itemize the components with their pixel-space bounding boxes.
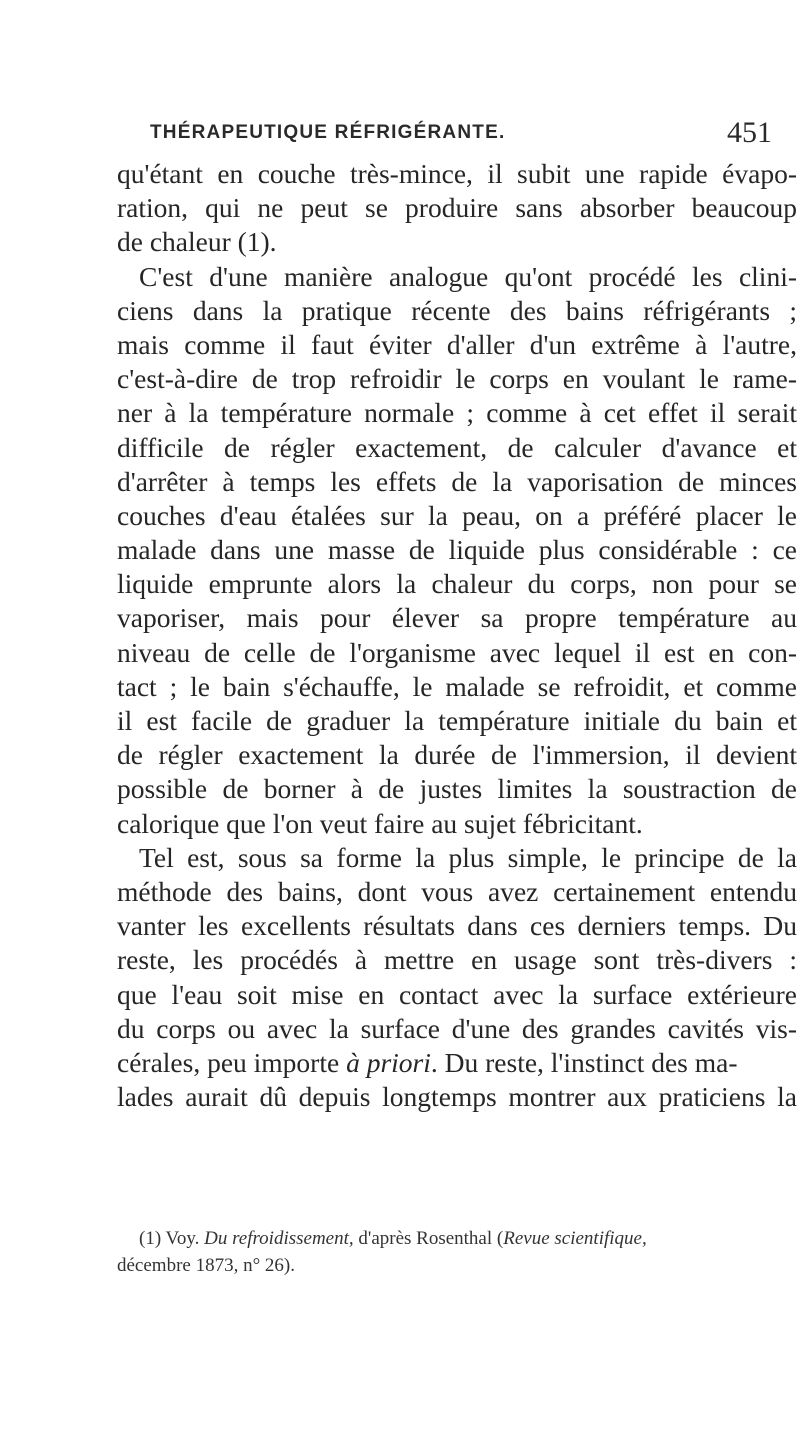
text-fragment: cérales, peu importe xyxy=(117,1046,340,1078)
text-line: du corps ou avec la surface d'une des grandes cavités vis- xyxy=(117,1012,797,1044)
text-line: Tel est, sous sa forme la plus simple, le principe de la xyxy=(139,841,797,873)
text-line: qu'étant en couche très-mince, il subit une rapide évapo- xyxy=(117,158,797,189)
text-line: reste, les procédés à mettre en usage sont très-divers : xyxy=(117,944,797,976)
text-line: C'est d'une manière analogue qu'ont procédé les clini- xyxy=(139,260,797,292)
text-line: vanter les excellents résultats dans ces derniers temps. Du xyxy=(117,910,797,942)
text-line: que l'eau soit mise en contact avec la surface extérieure xyxy=(117,978,797,1010)
text-line: lades aurait dû depuis longtemps montrer aux praticiens la xyxy=(117,1081,797,1113)
text-line: tact ; le bain s'échauffe, le malade se refroidit, et comme xyxy=(117,670,797,702)
text-line: de régler exactement la durée de l'immersion, il devient xyxy=(117,739,797,771)
text-line-mixed xyxy=(117,1046,797,1080)
footnote-marker: (1) Voy. xyxy=(139,1228,200,1249)
body-text xyxy=(117,157,797,1114)
text-line: calorique que l'on veut faire au sujet fébricitant. xyxy=(117,807,643,839)
running-title: THÉRAPEUTIQUE RÉFRIGÉRANTE. xyxy=(150,122,506,143)
italic-phrase: à priori xyxy=(346,1046,431,1078)
text-fragment: . Du reste, l'instinct des ma- xyxy=(430,1046,738,1078)
text-line: liquide emprunte alors la chaleur du corps, non pour se xyxy=(117,568,797,600)
text-line: de chaleur (1). xyxy=(117,226,277,258)
footnote-text: d'après Rosenthal ( xyxy=(358,1228,504,1249)
text-line: possible de borner à de justes limites la soustraction de xyxy=(117,773,797,805)
text-line: d'arrêter à temps les effets de la vaporisation de minces xyxy=(117,465,797,497)
text-line: vaporiser, mais pour élever sa propre température au xyxy=(117,602,797,634)
text-line: malade dans une masse de liquide plus considérable : ce xyxy=(117,534,797,566)
page-number: 451 xyxy=(727,116,772,149)
footnote xyxy=(117,1225,797,1279)
footnote-journal: Revue scientifique, xyxy=(503,1228,647,1249)
text-line: il est facile de graduer la température initiale du bain et xyxy=(117,705,797,736)
text-line: difficile de régler exactement, de calculer d'avance et xyxy=(117,431,797,463)
text-line: niveau de celle de l'organisme avec lequel il est en con- xyxy=(117,636,797,668)
text-line: ciens dans la pratique récente des bains réfrigérants ; xyxy=(117,294,797,326)
text-line: couches d'eau étalées sur la peau, on a préféré placer le xyxy=(117,499,797,531)
text-line: méthode des bains, dont vous avez certainement entendu xyxy=(117,875,797,907)
footnote-line: décembre 1873, n° 26). xyxy=(117,1255,296,1276)
text-line: c'est-à-dire de trop refroidir le corps en voulant le rame- xyxy=(117,363,797,395)
footnote-line xyxy=(117,1225,797,1252)
text-line: mais comme il faut éviter d'aller d'un extrême à l'autre, xyxy=(117,328,797,360)
footnote-title: Du refroidissement, xyxy=(204,1228,354,1249)
page-header xyxy=(150,116,790,152)
text-line: ner à la température normale ; comme à cet effet il serait xyxy=(117,397,797,429)
text-line: ration, qui ne peut se produire sans absorber beaucoup xyxy=(117,192,797,224)
